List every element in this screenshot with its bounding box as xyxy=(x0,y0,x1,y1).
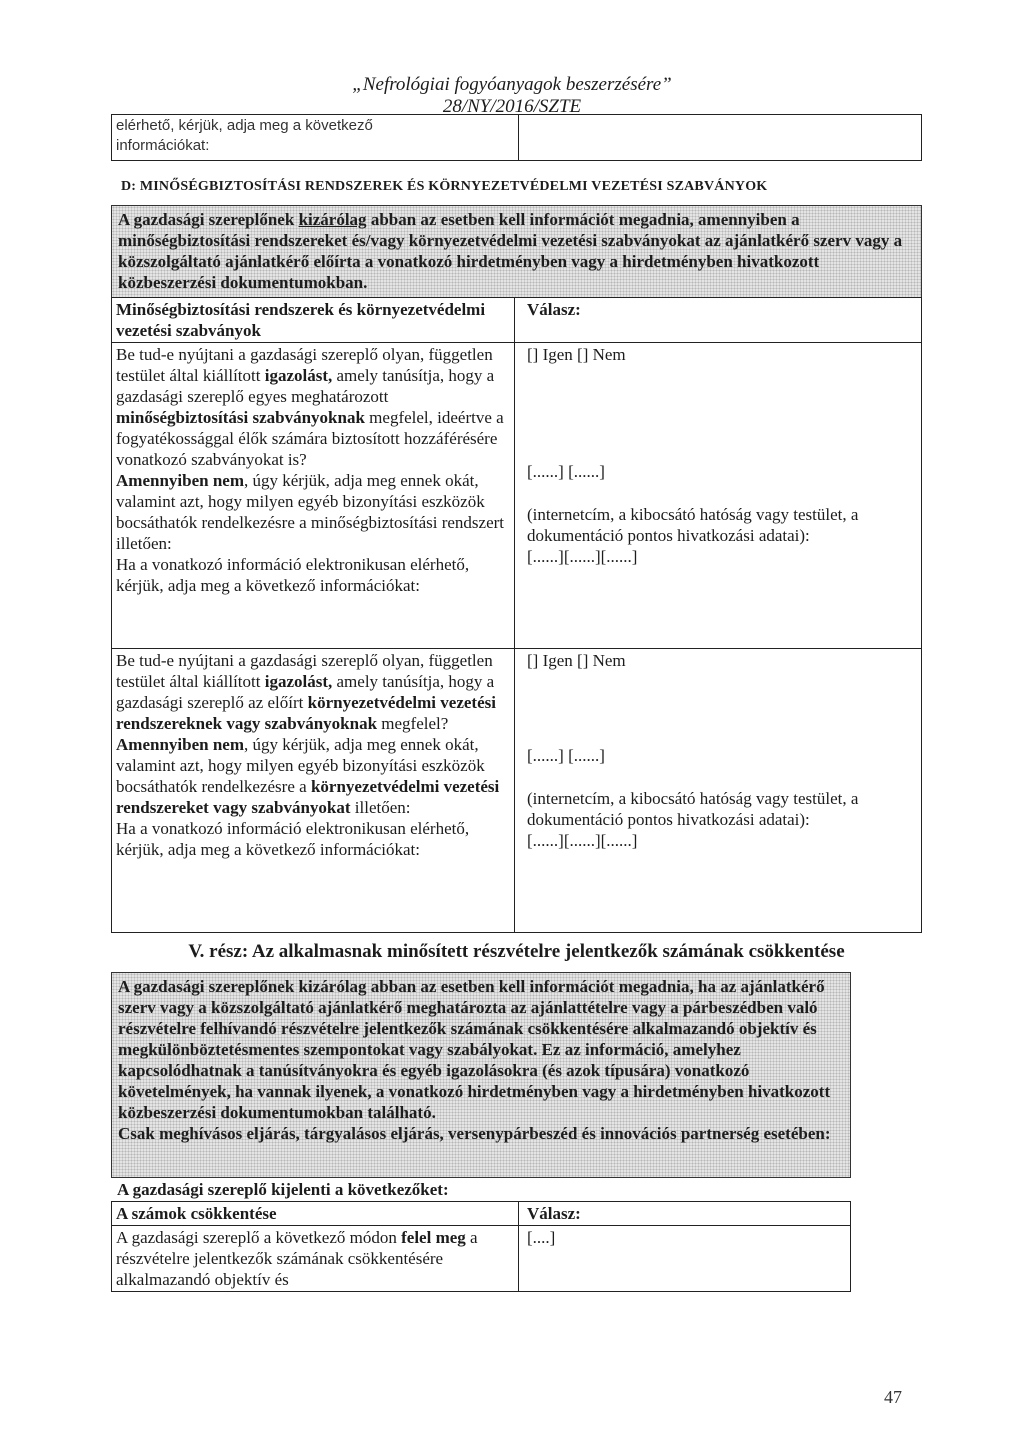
q2-text-2: amely tanúsítja, hogy a gazdasági szereplő az előírt xyxy=(116,672,495,712)
section-d-table xyxy=(111,297,922,933)
q2-text-6: Ha a vonatkozó információ elektronikusan elérhető, kérjük, adja meg a következő információkat: xyxy=(116,819,470,859)
q1-if-not-text xyxy=(116,470,510,554)
section-d-note xyxy=(111,205,922,298)
q2-bold-1: igazolást, xyxy=(264,672,333,691)
section-v-title: V. rész: Az alkalmasnak minősített részvételre jelentkezők számának csökkentése xyxy=(188,941,845,962)
q1-reference-fields[interactable]: [......][......][......] xyxy=(527,547,638,566)
q1-text-3: megfelel, ideértve a fogyatékossággal élők számára biztosított hozzáférésére vonatkozó szabványokat is? xyxy=(116,408,504,469)
reduction-text-2: a részvételre jelentkezők számának csökkentésére alkalmazandó objektív és xyxy=(116,1228,478,1289)
section-d-col-right-text: Válasz: xyxy=(527,300,581,319)
section-v-table xyxy=(111,1201,851,1292)
section-v-note-paragraph: A gazdasági szereplőnek kizárólag abban az esetben kell információt megadnia, ha az ajánlatkérő szerv vagy a közszolgáltató ajánlatkérő meghatározta az ajánlattételre vagy a párbeszédben való részvételre felhívandó részvételre jelentkezők számának csökkentésére alkalmazandó objektív és megkülönböztetésmentes szempontokat vagy szabályokat. Ez az információ, amelyhez kapcsolódhatnak a tanúsítványokra és egyéb igazolásokra (és azok típusára) vonatkozó követelmények, ha vannak ilyenek, a vonatkozó hirdetményben vagy a hirdetményben hivatkozott közbeszerzési dokumentumokban található. xyxy=(118,977,831,1122)
top-right-cell xyxy=(519,115,922,161)
section-d-note-underlined: kizárólag xyxy=(298,210,367,229)
q2-answer-fields[interactable]: [......] [......] xyxy=(527,746,605,765)
environment-question-text xyxy=(116,650,510,734)
q1-text-1: Be tud-e nyújtani a gazdasági szereplő olyan, független testület által kiállított xyxy=(116,345,493,385)
section-v-procedure-note: Csak meghívásos eljárás, tárgyalásos eljárás, versenypárbeszéd és innovációs partnerség esetében: xyxy=(118,1124,831,1143)
reduction-text-1: A gazdasági szereplő a következő módon xyxy=(116,1228,402,1247)
table-row xyxy=(112,343,922,649)
section-d-note-pre: A gazdasági szereplőnek xyxy=(118,210,299,229)
q2-text-3: megfelel? xyxy=(377,714,449,733)
declaration-heading: A gazdasági szereplő kijelenti a következőket: xyxy=(117,1180,449,1199)
q1-text-4: , úgy kérjük, adja meg ennek okát, valamint azt, hogy milyen egyéb bizonyítási eszközök bocsáthatók rendelkezésre a minőségbiztosítási rendszert illetően: xyxy=(116,471,505,553)
q1-bold-3: Amennyiben nem xyxy=(116,471,244,490)
reduction-answer-field[interactable]: [....] xyxy=(527,1228,556,1247)
q1-reference-label: (internetcím, a kibocsátó hatóság vagy testület, a dokumentáció pontos hivatkozási adatai): xyxy=(527,505,859,545)
section-d-title: D: MINŐSÉGBIZTOSÍTÁSI RENDSZEREK ÉS KÖRNYEZETVÉDELMI VEZETÉSI SZABVÁNYOK xyxy=(121,179,768,194)
q2-reference-fields[interactable]: [......][......][......] xyxy=(527,831,638,850)
top-left-line1: elérhető, kérjük, adja meg a következő xyxy=(116,117,373,134)
top-left-line2: információkat: xyxy=(116,137,210,154)
quality-question-text xyxy=(116,344,510,470)
q2-yes-no-answer[interactable]: [] Igen [] Nem xyxy=(527,651,626,670)
page-number: 47 xyxy=(884,1387,902,1407)
reduction-bold-1: felel meg xyxy=(401,1228,466,1247)
section-d-col-right-header xyxy=(515,298,922,343)
section-v-col-left-text: A számok csökkentése xyxy=(116,1204,277,1223)
quality-answer-cell xyxy=(515,343,922,649)
table-row xyxy=(112,1226,851,1292)
top-left-cell xyxy=(112,115,519,161)
q1-yes-no-answer[interactable]: [] Igen [] Nem xyxy=(527,345,626,364)
q2-text-1: Be tud-e nyújtani a gazdasági szereplő olyan, független testület által kiállított xyxy=(116,651,493,691)
q1-text-2: amely tanúsítja, hogy a gazdasági szereplő egyes meghatározott xyxy=(116,366,495,406)
q2-bold-4: környezetvédelmi vezetési rendszereket vagy szabványokat xyxy=(116,777,500,817)
q2-bold-2: környezetvédelmi vezetési rendszereknek vagy szabványoknak xyxy=(116,693,496,733)
reduction-question-cell xyxy=(112,1226,519,1292)
q1-bold-2: minőségbiztosítási szabványoknak xyxy=(116,408,365,427)
section-v-col-right-header xyxy=(519,1202,851,1226)
reduction-answer-cell xyxy=(519,1226,851,1292)
q2-text-4: , úgy kérjük, adja meg ennek okát, valamint azt, hogy milyen egyéb bizonyítási eszközök bocsáthatók rendelkezésre a xyxy=(116,735,485,796)
q2-text-5: illetően: xyxy=(350,798,411,817)
q2-bold-3: Amennyiben nem xyxy=(116,735,244,754)
document-reference: 28/NY/2016/SZTE xyxy=(442,96,582,117)
q1-bold-1: igazolást, xyxy=(264,366,333,385)
section-v-note xyxy=(111,972,851,1178)
top-continuation-table xyxy=(111,114,922,161)
quality-question-cell xyxy=(112,343,515,649)
environment-question-cell xyxy=(112,649,515,933)
q2-reference-label: (internetcím, a kibocsátó hatóság vagy testület, a dokumentáció pontos hivatkozási adatai): xyxy=(527,789,859,829)
environment-answer-cell xyxy=(515,649,922,933)
q1-text-5: Ha a vonatkozó információ elektronikusan elérhető, kérjük, adja meg a következő információkat: xyxy=(116,555,470,595)
section-d-col-left-text: Minőségbiztosítási rendszerek és környezetvédelmi vezetési szabványok xyxy=(116,300,486,340)
table-row xyxy=(112,649,922,933)
section-d-col-left-header xyxy=(112,298,515,343)
section-v-col-left-header xyxy=(112,1202,519,1226)
q1-answer-fields[interactable]: [......] [......] xyxy=(527,462,605,481)
section-v-col-right-text: Válasz: xyxy=(527,1204,581,1223)
q2-if-not-text xyxy=(116,734,510,818)
section-d-note-post: abban az esetben kell információt megadnia, amennyiben a minőségbiztosítási rendszereket és/vagy környezetvédelmi vezetési szabványokat az ajánlatkérő szerv vagy a közszolgáltató ajánlatkérő előírta a vonatkozó hirdetményben vagy a hirdetményben hivatkozott közbeszerzési dokumentumokban. xyxy=(118,210,903,292)
document-title: „Nefrológiai fogyóanyagok beszerzésére” xyxy=(352,74,672,95)
